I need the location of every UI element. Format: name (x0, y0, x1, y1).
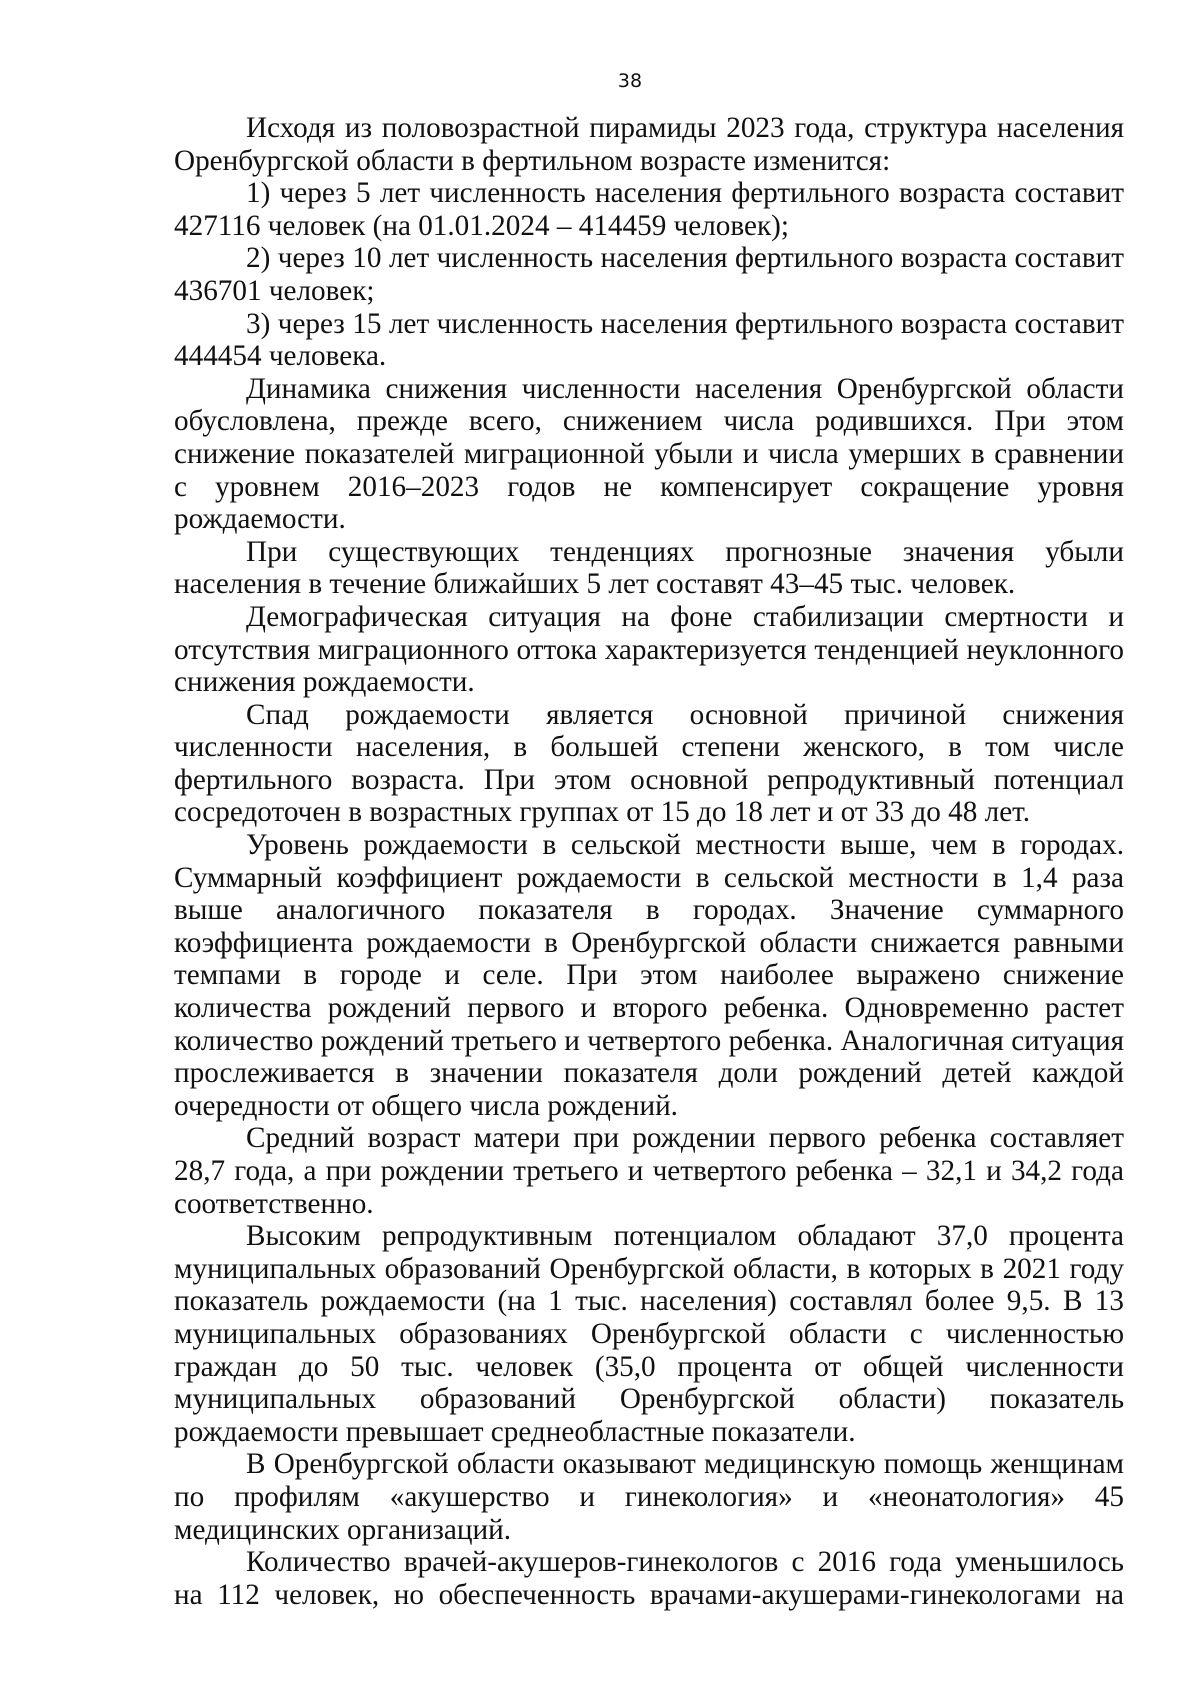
paragraph: Высоким репродуктивным потенциалом обладают 37,0 процента муниципальных образований Оренбургской области, в которых в 2021 году показатель рождаемости (на 1 тыс. населения) составлял более 9,5. В 13 муниципальных образованиях Оренбургской области с численностью граждан до 50 тыс. человек (35,0 процента от общей численности муниципальных образований Оренбургской области) показатель рождаемости превышает среднеобластные показатели. (174, 1220, 1124, 1448)
paragraph: Уровень рождаемости в сельской местности выше, чем в городах. Суммарный коэффициент рождаемости в сельской местности в 1,4 раза выше аналогичного показателя в городах. Значение суммарного коэффициента рождаемости в Оренбургской области снижается равными темпами в городе и селе. При этом наиболее выражено снижение количества рождений первого и второго ребенка. Одновременно растет количество рождений третьего и четвертого ребенка. Аналогичная ситуация прослеживается в значении показателя доли рождений детей каждой очередности от общего числа рождений. (174, 829, 1124, 1122)
list-item: 2) через 10 лет численность населения фертильного возраста составит 436701 человек; (174, 242, 1124, 307)
paragraph: В Оренбургской области оказывают медицинскую помощь женщинам по профилям «акушерство и гинекология» и «неонатология» 45 медицинских организаций. (174, 1448, 1124, 1546)
paragraph: Спад рождаемости является основной причиной снижения численности населения, в большей степени женского, в том числе фертильного возраста. При этом основной репродуктивный потенциал сосредоточен в возрастных группах от 15 до 18 лет и от 33 до 48 лет. (174, 698, 1124, 829)
list-item: 3) через 15 лет численность населения фертильного возраста составит 444454 человека. (174, 307, 1124, 373)
paragraph: Динамика снижения численности населения Оренбургской области обусловлена, прежде всего, снижением числа родившихся. При этом снижение показателей миграционной убыли и числа умерших в сравнении с уровнем 2016–2023 годов не компенсирует сокращение уровня рождаемости. (174, 372, 1124, 536)
paragraph: Средний возраст матери при рождении первого ребенка составляет 28,7 года, а при рождении третьего и четвертого ребенка – 32,1 и 34,2 года соответственно. (174, 1122, 1124, 1220)
list-item: 1) через 5 лет численность населения фертильного возраста составит 427116 человек (на 01.01.2024 – 414459 человек); (174, 177, 1124, 242)
paragraph: При существующих тенденциях прогнозные значения убыли населения в течение ближайших 5 лет составят 43–45 тыс. человек. (174, 535, 1124, 601)
paragraph: Исходя из половозрастной пирамиды 2023 года, структура населения Оренбургской области в фертильном возрасте изменится: (174, 112, 1124, 177)
page-number: 38 (617, 70, 643, 92)
document-body (174, 112, 1124, 1611)
paragraph: Демографическая ситуация на фоне стабилизации смертности и отсутствия миграционного оттока характеризуется тенденцией неуклонного снижения рождаемости. (174, 600, 1124, 699)
paragraph: Количество врачей-акушеров-гинекологов с 2016 года уменьшилось на 112 человек, но обеспеченность врачами-акушерами-гинекологами на (174, 1546, 1124, 1611)
